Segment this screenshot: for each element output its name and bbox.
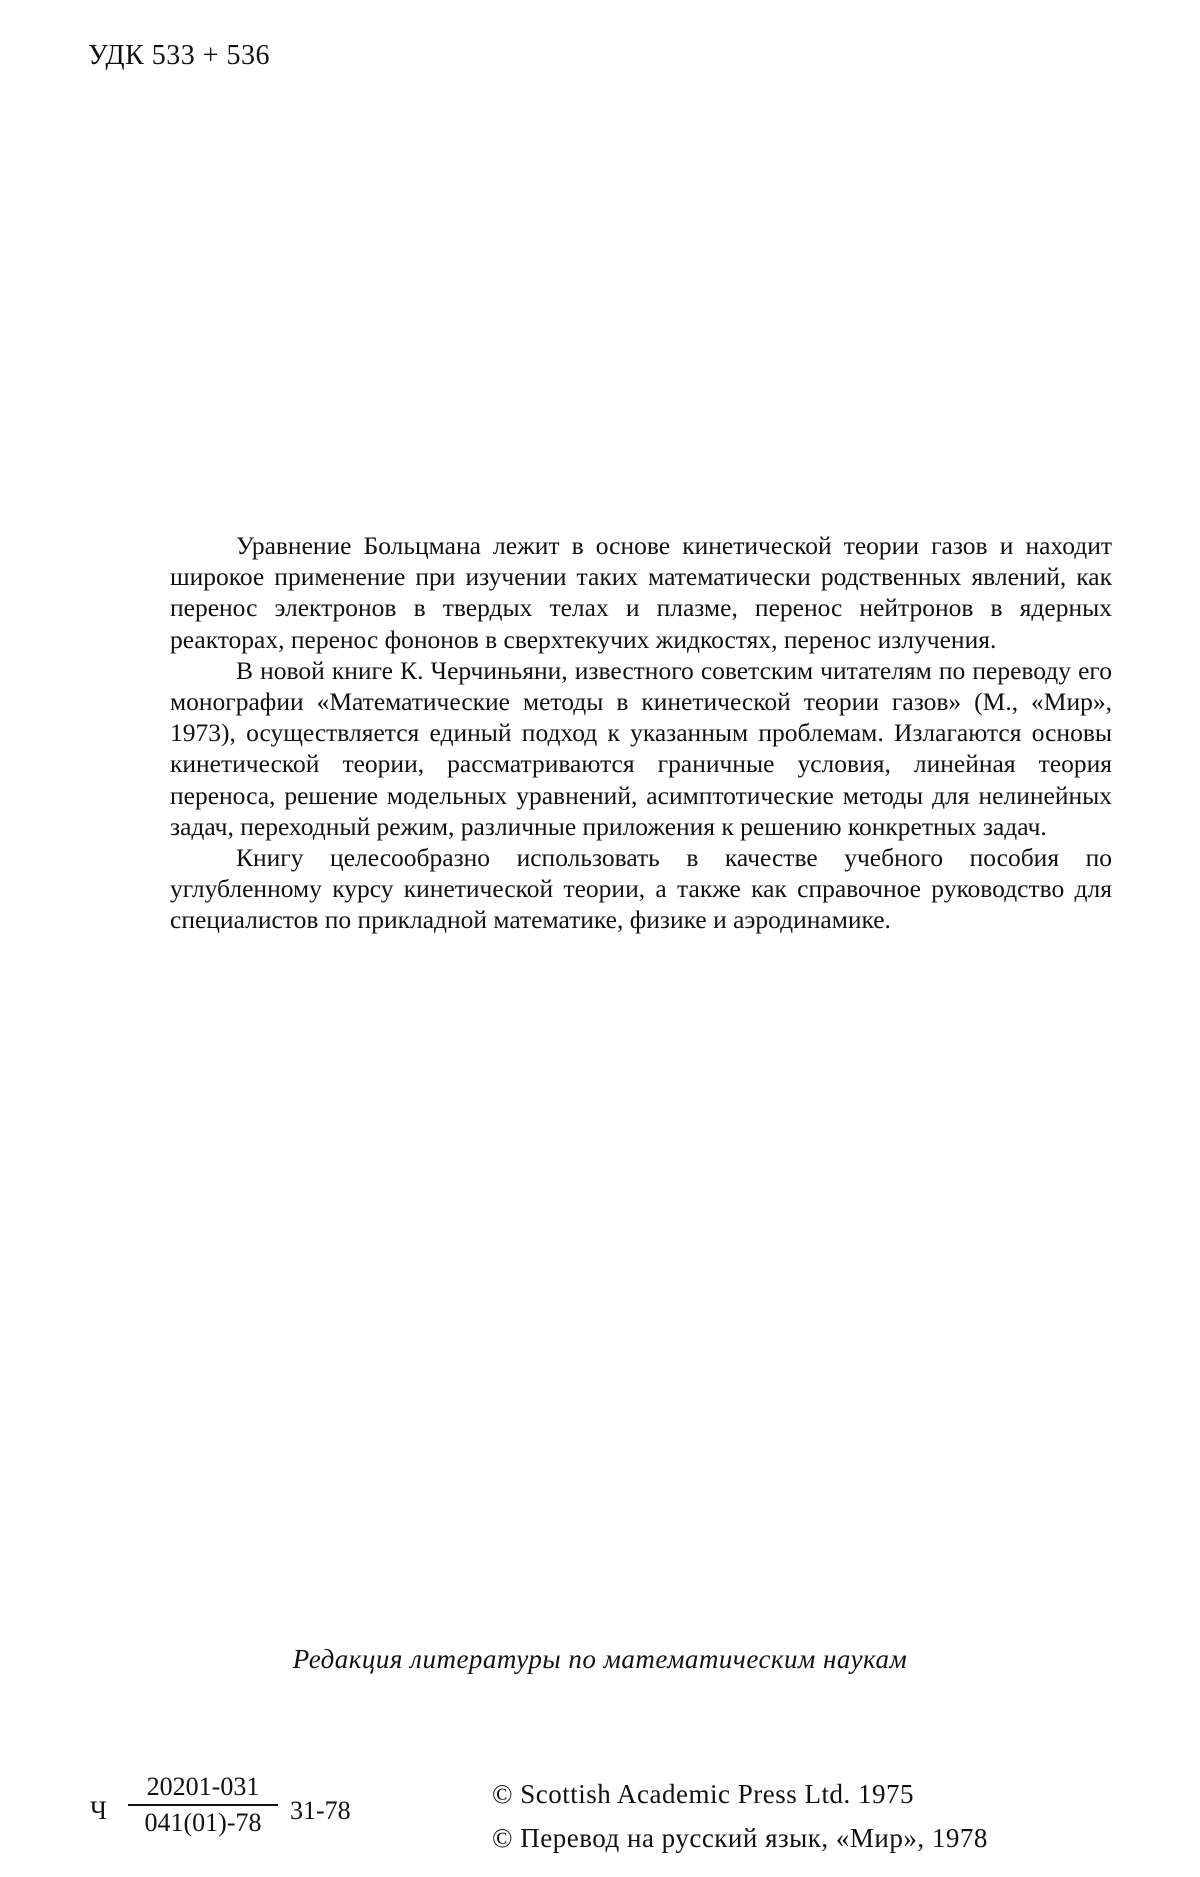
publishing-code-denominator: 041(01)-78 [144,1808,262,1837]
copyright-original: © Scottish Academic Press Ltd. 1975 [492,1779,914,1809]
publishing-code-suffix: 31-78 [290,1796,351,1825]
publishing-code-fraction [128,1772,278,1838]
abstract-paragraph-1: Уравнение Больцмана лежит в основе кинетической теории газов и находит широкое применение при изучении таких математически родственных явлений, как перенос электронов в твердых телах и плазме, перенос нейтронов в ядерных реакторах, перенос фононов в сверхтекучих жидкостях, перенос излучения. [170,531,1112,654]
editorial-note: Редакция литературы по математическим наукам [292,1644,908,1674]
abstract-paragraph-3: Книгу целесообразно использовать в качестве учебного пособия по углубленному курсу кинетической теории, а также как справочное руководство для специалистов по прикладной математике, физике и аэродинамике. [170,843,1112,935]
publishing-code-numerator: 20201-031 [128,1772,278,1806]
udk-code: УДК 533 + 536 [88,40,271,71]
copyright-translation: © Перевод на русский язык, «Мир», 1978 [492,1823,988,1853]
abstract-block [170,530,1112,936]
publishing-code-letter: Ч [90,1796,107,1825]
abstract-paragraph-2: В новой книге К. Черчиньяни, известного советским читателям по переводу его монографии «Математические методы в кинетической теории газов» (М., «Мир», 1973), осуществляется единый подход к указанным проблемам. Излагаются основы кинетической теории, рассматриваются граничные условия, линейная теория переноса, решение модельных уравнений, асимптотические методы для нелинейных задач, переходный режим, различные приложения к решению конкретных задач. [170,655,1112,841]
publishing-code [90,1772,410,1872]
copyright-block [492,1772,988,1860]
